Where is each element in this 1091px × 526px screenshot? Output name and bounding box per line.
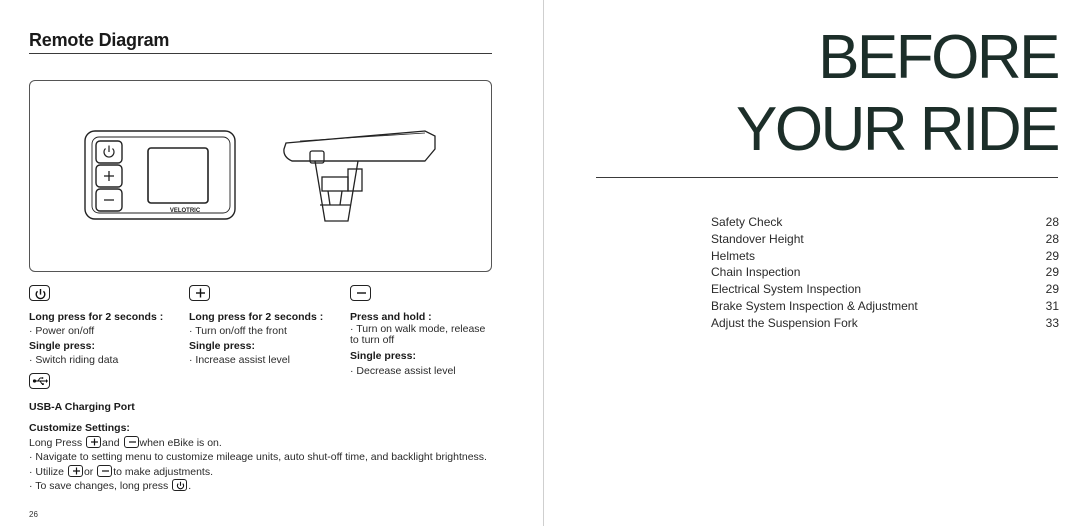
power-single-press-heading: Single press: <box>29 339 95 352</box>
plus-single-press-heading: Single press: <box>189 339 255 352</box>
toc-item-page: 31 <box>1045 298 1059 313</box>
right-page <box>545 0 1091 526</box>
toc-item-label: Safety Check <box>711 215 783 229</box>
left-page <box>0 0 544 526</box>
usb-port-info <box>29 373 135 414</box>
power-icon <box>172 479 187 491</box>
customize-line-4 <box>29 479 519 494</box>
minus-icon <box>124 436 139 448</box>
customize-line-1-c: when eBike is on. <box>139 436 222 449</box>
minus-single-press-desc: · Decrease assist level <box>350 364 456 377</box>
toc-item-page: 33 <box>1045 315 1059 330</box>
customize-line-2: · Navigate to setting menu to customize mileage units, auto shut-off time, and backlight brightness. <box>29 451 487 464</box>
brand-label: VELOTRIC <box>169 208 201 214</box>
toc-item-page: 29 <box>1045 282 1059 297</box>
plus-long-press-desc: · Turn on/off the front <box>189 325 287 337</box>
toc-item-label: Chain Inspection <box>711 265 801 280</box>
customize-line-3-b: or <box>83 465 94 478</box>
plus-icon <box>189 285 210 301</box>
customize-line-1-a: Long Press <box>29 436 83 449</box>
minus-hold-heading: Press and hold : <box>350 310 432 323</box>
customize-line-1 <box>29 436 519 451</box>
remote-diagram <box>30 81 493 273</box>
customize-heading: Customize Settings: <box>29 422 130 434</box>
page-number: 26 <box>29 510 38 519</box>
minus-icon <box>97 465 112 477</box>
minus-button-instructions <box>350 285 495 378</box>
usb-icon <box>29 373 50 389</box>
usb-port-label: USB-A Charging Port <box>29 401 135 413</box>
plus-button-instructions <box>189 285 349 368</box>
plus-icon <box>86 436 101 448</box>
customize-settings <box>29 421 519 494</box>
table-of-contents <box>711 214 1059 332</box>
power-button-instructions <box>29 285 189 368</box>
toc-item[interactable] <box>711 281 1059 298</box>
plus-icon <box>68 465 83 477</box>
minus-single-press-heading: Single press: <box>350 350 416 362</box>
toc-item-page: 29 <box>1045 265 1059 280</box>
customize-line-3-c: to make adjustments. <box>113 465 213 478</box>
remote-side-view <box>284 131 435 221</box>
plus-long-press-heading: Long press for 2 seconds : <box>189 310 324 323</box>
toc-item-page: 29 <box>1045 248 1059 263</box>
toc-item-page: 28 <box>1045 231 1059 246</box>
toc-item[interactable] <box>711 248 1059 265</box>
customize-line-1-b: and <box>102 436 120 449</box>
toc-item-label: Helmets <box>711 248 756 263</box>
title-rule <box>29 53 492 54</box>
chapter-title-line-2: YOUR RIDE <box>736 95 1058 164</box>
power-icon <box>29 285 50 301</box>
toc-item-label: Brake System Inspection & Adjustment <box>711 298 918 313</box>
toc-item-page: 28 <box>1045 215 1059 229</box>
customize-line-3 <box>29 465 519 480</box>
customize-line-4-a: · To save changes, long press <box>29 480 169 493</box>
toc-item-label: Electrical System Inspection <box>711 282 862 297</box>
toc-item[interactable] <box>711 264 1059 281</box>
remote-front-view <box>85 131 235 219</box>
toc-item[interactable] <box>711 315 1059 332</box>
minus-hold-desc-2: to turn off <box>350 334 395 346</box>
plus-single-press-desc: · Increase assist level <box>189 354 290 366</box>
customize-line-4-b: . <box>188 480 192 493</box>
toc-item[interactable] <box>711 214 1059 231</box>
power-single-press-desc: · Switch riding data <box>29 354 119 366</box>
toc-item-label: Adjust the Suspension Fork <box>711 315 858 330</box>
minus-icon <box>350 285 371 301</box>
chapter-title <box>736 22 1058 166</box>
toc-item[interactable] <box>711 231 1059 248</box>
section-title: Remote Diagram <box>29 30 170 50</box>
chapter-rule <box>596 177 1058 178</box>
chapter-title-line-1: BEFORE <box>818 23 1058 92</box>
minus-hold-desc-1: · Turn on walk mode, release <box>350 323 486 335</box>
toc-item[interactable] <box>711 298 1059 315</box>
toc-item-label: Standover Height <box>711 231 804 246</box>
remote-diagram-box <box>29 80 492 272</box>
power-long-press-desc: · Power on/off <box>29 325 95 337</box>
power-long-press-heading: Long press for 2 seconds : <box>29 310 164 323</box>
customize-line-3-a: · Utilize <box>29 465 65 478</box>
